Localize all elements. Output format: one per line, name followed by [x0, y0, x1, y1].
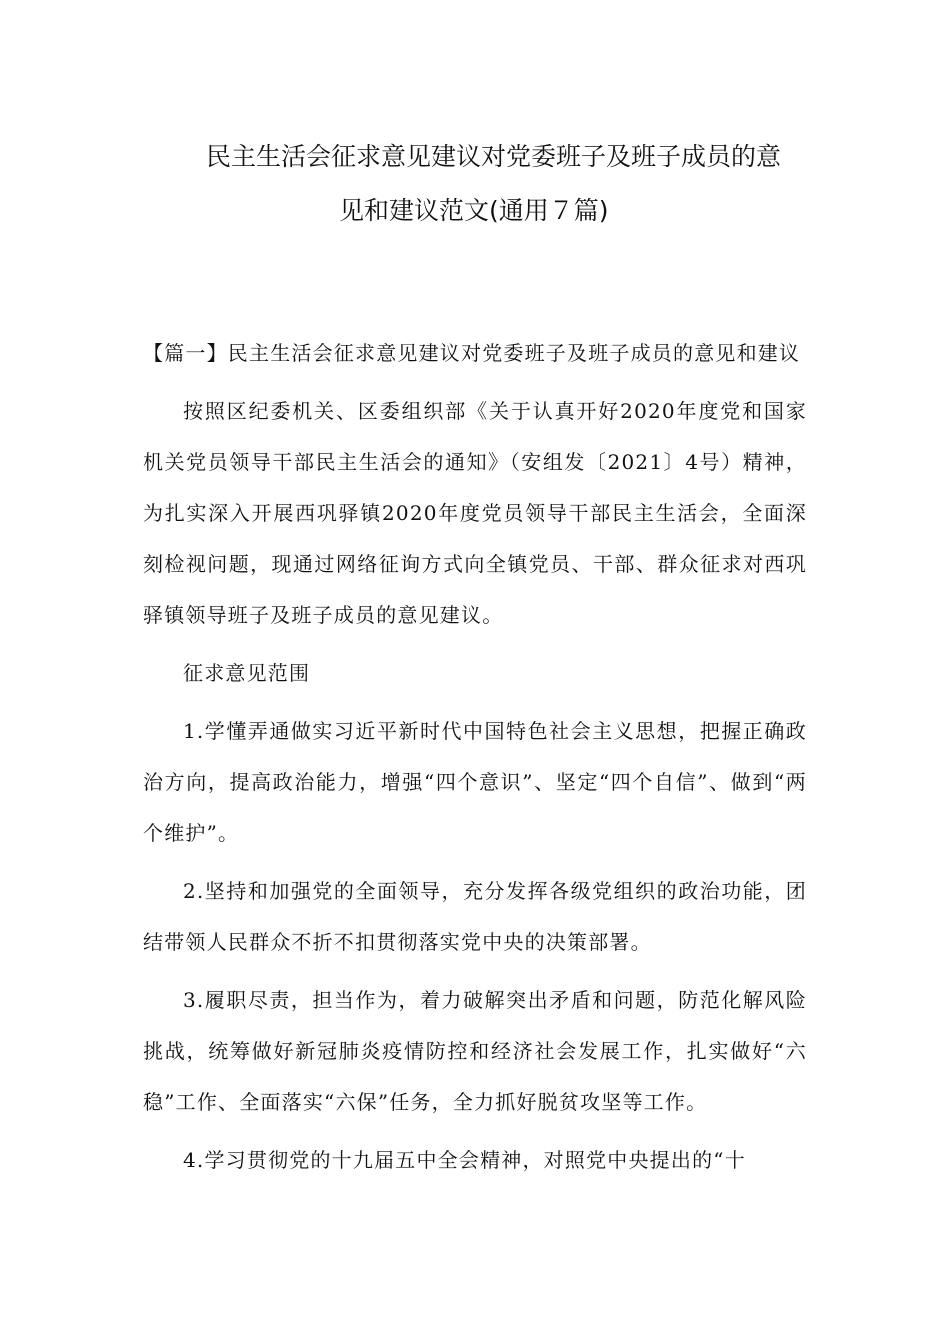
- title-line-2: 见和建议范文(通用７篇): [339, 196, 609, 225]
- title-line-1: 民主生活会征求意见建议对党委班子及班子成员的意: [206, 142, 782, 171]
- document-body: [143, 328, 807, 1193]
- scope-heading: 征求意见范围: [183, 661, 311, 685]
- intro-paragraph: 按照区纪委机关、区委组织部《关于认真开好2020年度党和国家机关党员领导干部民主生活会的通知》（安组发〔2021〕4号）精神，为扎实深入开展西巩驿镇2020年度党员领导干部民主生活会，全面深刻检视问题，现通过网络征询方式向全镇党员、干部、群众征求对西巩驿镇领导班子及班子成员的意见建议。: [143, 399, 807, 627]
- list-item-2: 2.坚持和加强党的全面领导，充分发挥各级党组织的政治功能，团结带领人民群众不折不扣贯彻落实党中央的决策部署。: [143, 879, 807, 954]
- list-item-3: 3.履职尽责，担当作为，着力破解突出矛盾和问题，防范化解风险挑战，统筹做好新冠肺炎疫情防控和经济社会发展工作，扎实做好“六稳”工作、全面落实“六保”任务，全力抓好脱贫攻坚等工作。: [143, 988, 807, 1114]
- list-item-1: 1.学懂弄通做实习近平新时代中国特色社会主义思想，把握正确政治方向，提高政治能力，增强“四个意识”、坚定“四个自信”、做到“两个维护”。: [143, 719, 807, 845]
- document-title: [140, 130, 860, 238]
- section-heading: 【篇一】民主生活会征求意见建议对党委班子及班子成员的意见和建议: [143, 341, 801, 365]
- list-item-4: 4.学习贯彻党的十九届五中全会精神，对照党中央提出的“十: [183, 1148, 746, 1172]
